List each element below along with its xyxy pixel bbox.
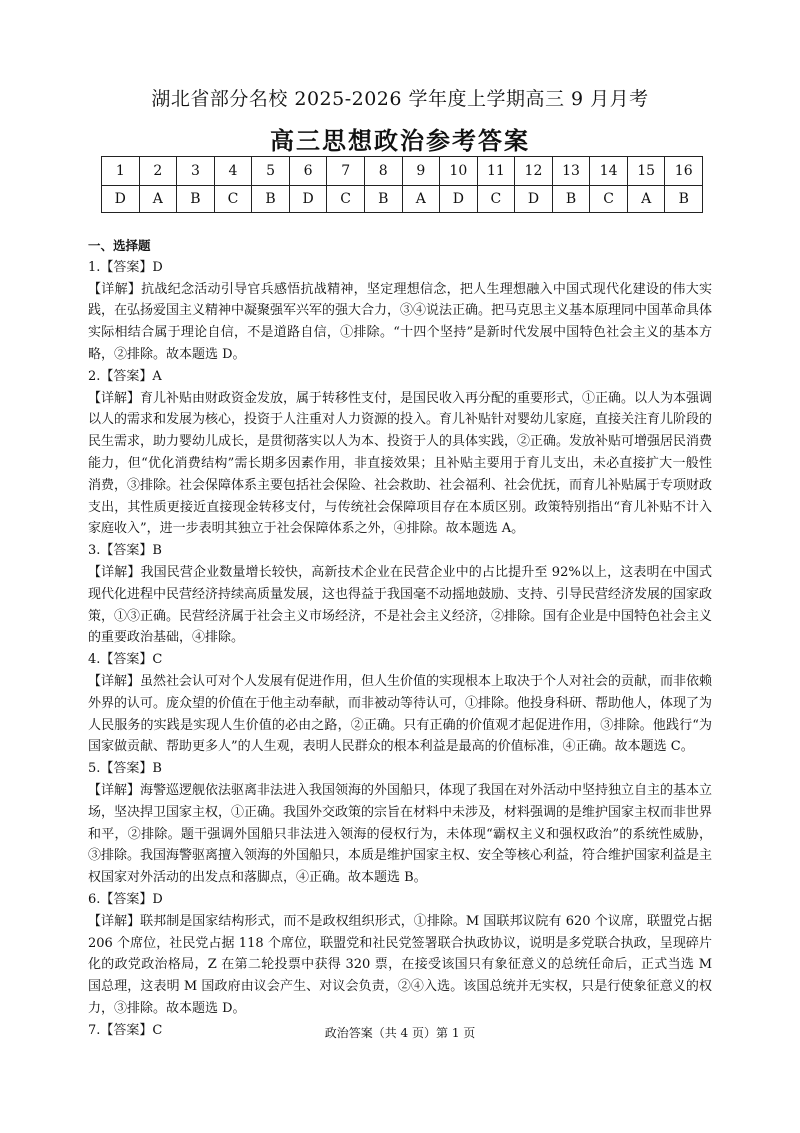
answer-letter: C xyxy=(590,186,628,213)
question-number: 13 xyxy=(552,157,590,186)
question-number: 15 xyxy=(627,157,665,186)
question-block xyxy=(88,257,712,366)
answer-letter: B xyxy=(552,186,590,213)
answer-letter: D xyxy=(515,186,553,213)
answer-table-number-row xyxy=(102,157,703,186)
answer-letter: A xyxy=(627,186,665,213)
question-block xyxy=(88,889,712,1020)
answer-explanations xyxy=(88,235,712,1041)
answer-letter: D xyxy=(440,186,478,213)
answer-letter: C xyxy=(327,186,365,213)
question-number: 4 xyxy=(214,157,252,186)
answer-letter: D xyxy=(289,186,327,213)
question-number: 3 xyxy=(177,157,215,186)
answer-line: 6.【答案】D xyxy=(88,891,163,907)
answer-letter: B xyxy=(364,186,402,213)
answer-letter: B xyxy=(665,186,703,213)
question-number: 5 xyxy=(252,157,290,186)
question-number: 8 xyxy=(364,157,402,186)
explanation-text: 【详解】虽然社会认可对个人发展有促进作用，但人生价值的实现根本上取决于个人对社会的贡献，而非依赖外界的认可。庞众望的价值在于他主动奉献，而非被动等待认可，①排除。他投身科研、帮助他人，体现了为人民服务的实践是实现人生价值的必由之路，②正确。只有正确的价值观才起促进作用，③排除。他践行“为国家做贡献、帮助更多人”的人生观，表明人民群众的根本利益是最高的价值标准，④正确。故本题选 C。 xyxy=(88,673,713,755)
answer-table xyxy=(101,156,703,213)
answer-line: 2.【答案】A xyxy=(88,368,162,384)
explanation-text: 【详解】育儿补贴由财政资金发放，属于转移性支付，是国民收入再分配的重要形式，①正确。以人为本强调以人的需求和发展为核心，投资于人注重对人力资源的投入。育儿补贴针对婴幼儿家庭，直接关注育儿阶段的民生需求，助力婴幼儿成长，是贯彻落实以人为本、投资于人的具体实践，②正确。发放补贴可增强居民消费能力，但“优化消费结构”需长期多因素作用，非直接效果；且补贴主要用于育儿支出，未必直接扩大一般性消费，③排除。社会保障体系主要包括社会保险、社会救助、社会福利、社会优抚，而育儿补贴属于专项财政支出，其性质更接近直接现金转移支付，与传统社会保障项目存在本质区别。政策特别指出“育儿补贴不计入家庭收入”，进一步表明其独立于社会保障体系之外，④排除。故本题选 A。 xyxy=(88,390,713,537)
answer-line: 3.【答案】B xyxy=(88,543,162,559)
question-number: 1 xyxy=(102,157,140,186)
answer-line: 4.【答案】C xyxy=(88,652,163,668)
question-number: 2 xyxy=(139,157,177,186)
answer-letter: D xyxy=(102,186,140,213)
answer-table-answer-row xyxy=(102,186,703,213)
answer-letter: A xyxy=(402,186,440,213)
answer-letter: B xyxy=(252,186,290,213)
answer-letter: C xyxy=(214,186,252,213)
question-number: 9 xyxy=(402,157,440,186)
question-number: 14 xyxy=(590,157,628,186)
question-number: 16 xyxy=(665,157,703,186)
answer-line: 1.【答案】D xyxy=(88,259,163,275)
question-block xyxy=(88,366,712,540)
section-heading: 一、选择题 xyxy=(88,238,151,253)
explanation-text: 【详解】我国民营企业数量增长较快，高新技术企业在民营企业中的占比提升至 92%以上，这表明在中国式现代化进程中民营经济持续高质量发展，这也得益于我国毫不动摇地鼓励、支持、引导民营经济发展的国家政策，①③正确。民营经济属于社会主义市场经济，不是社会主义经济，②排除。国有企业是中国特色社会主义的重要政治基础，④排除。 xyxy=(88,564,713,646)
question-block xyxy=(88,649,712,758)
answer-letter: C xyxy=(477,186,515,213)
answer-line: 5.【答案】B xyxy=(88,761,162,777)
explanation-text: 【详解】联邦制是国家结构形式，而不是政权组织形式，①排除。M 国联邦议院有 620 个议席，联盟党占据 206 个席位，社民党占据 118 个席位，联盟党和社民党签署联合执政协议，说明是多党联合执政，呈现碎片化的政党政治格局，Z 在第二轮投票中获得 320 票，在接受该国只有象征意义的总统任命后，正式当选 M 国总理，这表明 M 国政府由议会产生、对议会负责，②④入选。该国总统并无实权，只是行使象征意义的权力，③排除。故本题选 D。 xyxy=(88,913,712,1016)
answer-letter: B xyxy=(177,186,215,213)
exam-title: 湖北省部分名校 2025-2026 学年度上学期高三 9 月月考 xyxy=(151,88,649,110)
answer-key-title: 高三思想政治参考答案 xyxy=(270,126,530,155)
question-block xyxy=(88,540,712,649)
question-number: 10 xyxy=(440,157,478,186)
question-number: 12 xyxy=(515,157,553,186)
question-number: 11 xyxy=(477,157,515,186)
explanation-text: 【详解】海警巡逻舰依法驱离非法进入我国领海的外国船只，体现了我国在对外活动中坚持独立自主的基本立场，坚决捍卫国家主权，①正确。我国外交政策的宗旨在材料中未涉及，材料强调的是维护国家主权而非世界和平，②排除。题干强调外国船只非法进入领海的侵权行为，未体现“霸权主义和强权政治”的系统性威胁，③排除。我国海警驱离擅入领海的外国船只，本质是维护国家主权、安全等核心利益，符合维护国家利益是主权国家对外活动的出发点和落脚点，④正确。故本题选 B。 xyxy=(88,782,713,886)
question-number: 7 xyxy=(327,157,365,186)
answer-line: 7.【答案】C xyxy=(88,1022,163,1038)
answer-letter: A xyxy=(139,186,177,213)
explanation-text: 【详解】抗战纪念活动引导官兵感悟抗战精神，坚定理想信念，把人生理想融入中国式现代化建设的伟大实践，在弘扬爱国主义精神中凝聚强军兴军的强大合力，③④说法正确。把马克思主义基本原理同中国革命具体实际相结合属于理论自信，不是道路自信，①排除。“十四个坚持”是新时代发展中国特色社会主义的基本方略，②排除。故本题选 D。 xyxy=(88,281,713,362)
question-number: 6 xyxy=(289,157,327,186)
page-footer: 政治答案（共 4 页）第 1 页 xyxy=(324,1026,476,1040)
question-block xyxy=(88,758,712,889)
